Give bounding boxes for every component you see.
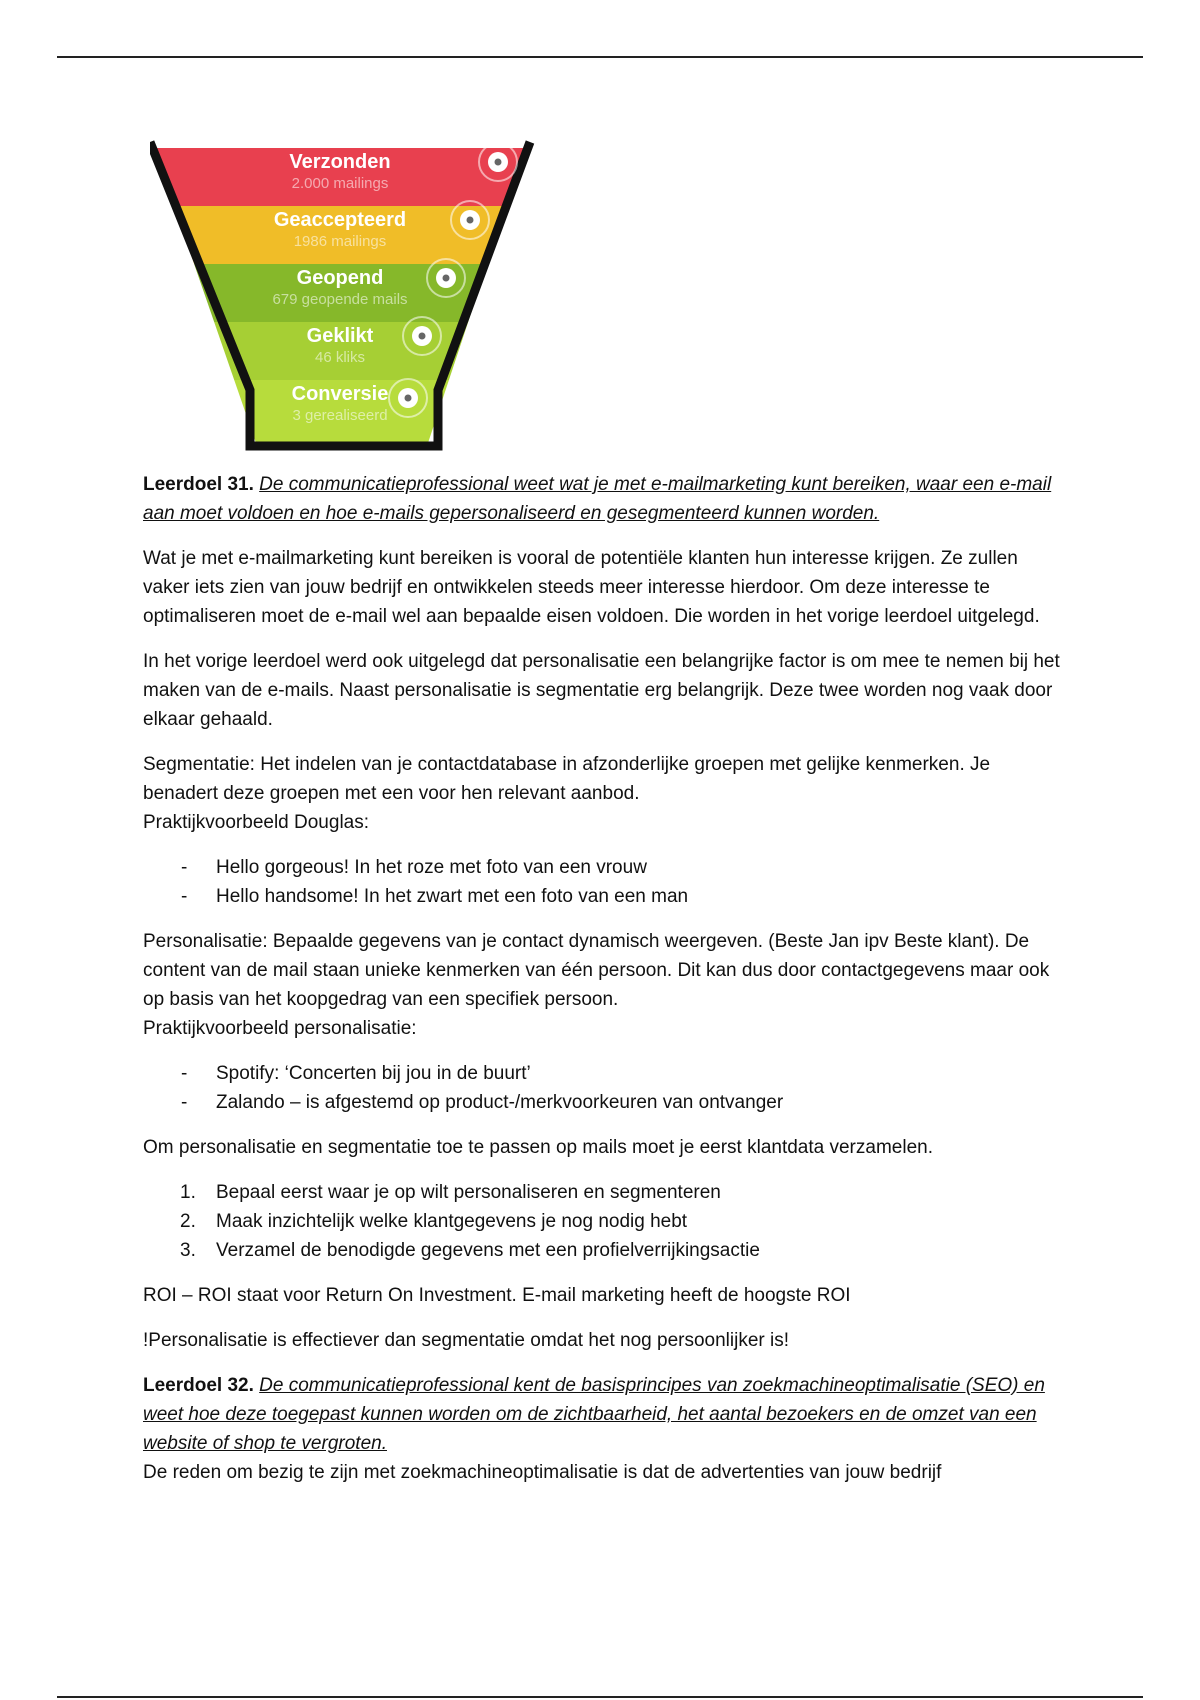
bullet-marker: - bbox=[181, 1063, 188, 1084]
goal-32-text: De communicatieprofessional kent de basisprincipes van zoekmachineoptimalisatie (SEO) en weet hoe deze toegepast kunnen worden om de zichtbaarheid, het aantal bezoekers en de omzet van een website of shop te vergroten. bbox=[143, 1375, 1045, 1454]
list-item bbox=[143, 1178, 1063, 1207]
goal-31-text: De communicatieprofessional weet wat je met e-mailmarketing kunt bereiken, waar een e-mail aan moet voldoen en hoe e-mails gepersonaliseerd en gesegmenteerd kunnen worden. bbox=[143, 474, 1052, 524]
paragraph-apply: Om personalisatie en segmentatie toe te passen op mails moet je eerst klantdata verzamelen. bbox=[143, 1137, 933, 1158]
list-item bbox=[143, 853, 1063, 882]
document-body bbox=[143, 470, 1063, 1487]
list-item-text: Spotify: ‘Concerten bij jou in de buurt’ bbox=[216, 1063, 531, 1084]
paragraph-reach: Wat je met e-mailmarketing kunt bereiken is vooral de potentiële klanten hun interesse krijgen. Ze zullen vaker iets zien van jouw bedrijf en ontwikkelen steeds meer interesse hierdoor. Om deze interesse te optimaliseren moet de e-mail wel aan bepaalde eisen voldoen. Die worden in het vorige leerdoel uitgelegd. bbox=[143, 548, 1040, 627]
example-douglas-label: Praktijkvoorbeeld Douglas: bbox=[143, 812, 370, 833]
bullet-marker: - bbox=[181, 1092, 188, 1113]
goal-32-label: Leerdoel 32. bbox=[143, 1375, 254, 1396]
list-item bbox=[143, 1236, 1063, 1265]
footer-rule bbox=[57, 1696, 1143, 1698]
paragraph-note: !Personalisatie is effectiever dan segmentatie omdat het nog persoonlijker is! bbox=[143, 1330, 790, 1351]
paragraph-personalization-intro: In het vorige leerdoel werd ook uitgelegd dat personalisatie een belangrijke factor is om mee te nemen bij het maken van de e-mails. Naast personalisatie is segmentatie erg belangrijk. Deze twee worden nog vaak door elkaar gehaald. bbox=[143, 651, 1060, 730]
list-item bbox=[143, 1207, 1063, 1236]
list-item bbox=[143, 1059, 1063, 1088]
list-item-text: Hello handsome! In het zwart met een foto van een man bbox=[216, 886, 689, 907]
email-funnel-graphic bbox=[150, 138, 540, 458]
paragraph-segmentation: Segmentatie: Het indelen van je contactdatabase in afzonderlijke groepen met gelijke kenmerken. Je benadert deze groepen met een voor hen relevant aanbod. bbox=[143, 754, 991, 804]
stage-1-title: Verzonden bbox=[289, 151, 391, 173]
list-item bbox=[143, 1088, 1063, 1117]
header-rule bbox=[57, 56, 1143, 58]
learning-goal-32 bbox=[143, 1371, 1063, 1458]
paragraph-personalization: Personalisatie: Bepaalde gegevens van je contact dynamisch weergeven. (Beste Jan ipv Beste klant). De content van de mail staan unieke kenmerken van één persoon. Dit kan dus door contactgegevens maar ook op basis van het koopgedrag van een specifiek persoon. bbox=[143, 931, 1050, 1010]
step-number: 3. bbox=[180, 1240, 196, 1261]
step-text: Maak inzichtelijk welke klantgegevens je nog nodig hebt bbox=[216, 1211, 688, 1232]
list-item-text: Zalando – is afgestemd op product-/merkvoorkeuren van ontvanger bbox=[216, 1092, 784, 1113]
list-item bbox=[143, 882, 1063, 911]
stage-2-title: Geaccepteerd bbox=[273, 209, 407, 231]
example-personalization-label: Praktijkvoorbeeld personalisatie: bbox=[143, 1018, 417, 1039]
stage-4-subtitle: 46 kliks bbox=[314, 349, 366, 366]
douglas-example-list bbox=[143, 853, 1063, 911]
stage-5-subtitle: 3 gerealiseerd bbox=[292, 407, 388, 424]
learning-goal-31 bbox=[143, 470, 1063, 528]
step-number: 2. bbox=[180, 1211, 196, 1232]
step-number: 1. bbox=[180, 1182, 196, 1203]
stage-1-subtitle: 2.000 mailings bbox=[291, 175, 389, 192]
bullet-marker: - bbox=[181, 886, 188, 907]
goal-31-label: Leerdoel 31. bbox=[143, 474, 254, 495]
stage-3-subtitle: 679 geopende mails bbox=[272, 291, 408, 308]
step-text: Bepaal eerst waar je op wilt personaliseren en segmenteren bbox=[216, 1182, 721, 1203]
bullet-marker: - bbox=[181, 857, 188, 878]
paragraph-roi: ROI – ROI staat voor Return On Investment. E-mail marketing heeft de hoogste ROI bbox=[143, 1285, 851, 1306]
stage-2-subtitle: 1986 mailings bbox=[293, 233, 387, 250]
list-item-text: Hello gorgeous! In het roze met foto van een vrouw bbox=[216, 857, 647, 878]
paragraph-seo-reason: De reden om bezig te zijn met zoekmachineoptimalisatie is dat de advertenties van jouw bedrijf bbox=[143, 1462, 942, 1483]
step-text: Verzamel de benodigde gegevens met een profielverrijkingsactie bbox=[216, 1240, 760, 1261]
data-collection-steps bbox=[143, 1178, 1063, 1265]
stage-5-title: Conversie bbox=[291, 383, 389, 405]
stage-3-title: Geopend bbox=[296, 267, 384, 289]
personalization-example-list bbox=[143, 1059, 1063, 1117]
stage-4-title: Geklikt bbox=[306, 325, 374, 347]
